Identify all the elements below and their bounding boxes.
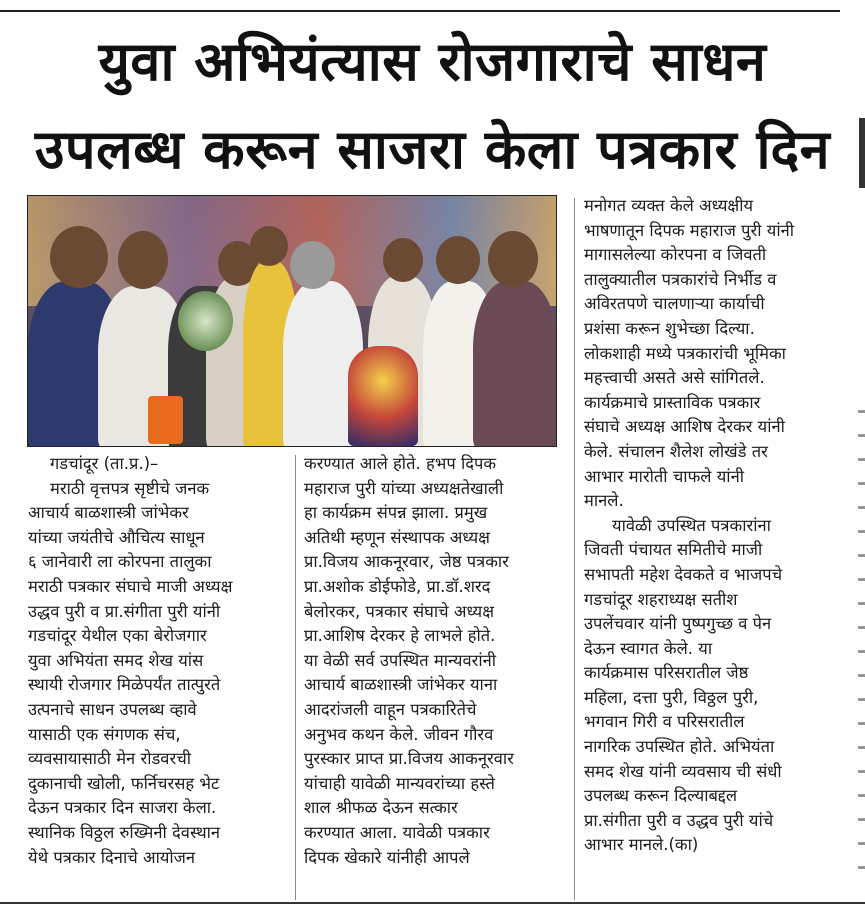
body-line: हा कार्यक्रम संपन्न झाला. प्रमुख bbox=[304, 503, 488, 523]
body-line: उत्पनाचे साधन उपलब्ध व्हावे bbox=[28, 699, 197, 719]
headline-line-1: युवा अभियंत्यास रोजगाराचे साधन bbox=[98, 30, 767, 93]
body-line: अविरतपणे चालणाऱ्या कार्याची bbox=[584, 294, 765, 314]
body-line: प्रा.संगीता पुरी व उद्धव पुरी यांचे bbox=[584, 810, 774, 830]
adjacent-article-edge bbox=[859, 118, 865, 188]
article-column-2 bbox=[304, 452, 566, 870]
body-line: देऊन स्वागत केले. या bbox=[584, 638, 713, 658]
body-line: देऊन पत्रकार दिन साजरा केला. bbox=[28, 798, 217, 818]
article-column-3 bbox=[584, 194, 856, 858]
body-line: सभापती महेश देवकते व भाजपचे bbox=[584, 564, 783, 584]
body-line: आचार्य बाळशास्त्री जांभेकर याना bbox=[304, 675, 498, 695]
photo-person-head bbox=[50, 226, 108, 288]
body-line: उद्धव पुरी व प्रा.संगीता पुरी यांनी bbox=[28, 601, 221, 621]
body-line: उपलेंचवार यांनी पुष्पगुच्छ व पेन bbox=[584, 614, 772, 634]
body-line: महाराज पुरी यांच्या अध्यक्षतेखाली bbox=[304, 478, 504, 498]
body-line: महत्त्वाची असते असे सांगितले. bbox=[584, 368, 765, 388]
body-line: नागरिक उपस्थित होते. अभियंता bbox=[584, 737, 775, 757]
body-line: समद शेख यांनी व्यवसाय ची संधी bbox=[584, 761, 782, 781]
body-line: यांच्या जयंतीचे औचित्य साधून bbox=[28, 527, 205, 547]
body-line: प्रा.अशोक डोईफोडे, प्रा.डॉ.शरद bbox=[304, 576, 491, 596]
body-line: भाषणातून दिपक महाराज पुरी यांनी bbox=[584, 220, 795, 240]
body-line: आचार्य बाळशास्त्री जांभेकर bbox=[28, 503, 189, 523]
photo-person bbox=[473, 281, 557, 447]
body-line: आभार मारोती चाफले यांनी bbox=[584, 466, 744, 486]
body-line: महिला, दत्ता पुरी, विठ्ठल पुरी, bbox=[584, 687, 759, 707]
body-line: मानले. bbox=[584, 491, 624, 511]
body-line: युवा अभियंता समद शेख यांस bbox=[28, 650, 204, 670]
body-line: मनोगत व्यक्त केले अध्यक्षीय bbox=[584, 196, 754, 215]
photo-person-head bbox=[290, 241, 335, 289]
dateline: गडचांदूर (ता.प्र.)– bbox=[50, 454, 159, 473]
body-line: व्यवसायासाठी मेन रोडवरची bbox=[28, 749, 191, 769]
body-line: संघाचे अध्यक्ष आशिष देरकर यांनी bbox=[584, 417, 785, 437]
body-line: मराठी पत्रकार संघाचे माजी अध्यक्ष bbox=[28, 576, 233, 596]
body-line: दिपक खेकारे यांनीही आपले bbox=[304, 847, 470, 867]
body-line: कार्यक्रमाचे प्रास्ताविक पत्रकार bbox=[584, 392, 761, 412]
body-line: गडचांदूर येथील एका बेरोजगार bbox=[28, 626, 207, 646]
body-line: यांचाही यावेळी मान्यवरांच्या हस्ते bbox=[304, 773, 495, 793]
body-line: उपलब्ध करून दिल्याबद्दल bbox=[584, 786, 738, 806]
body-line: पुरस्कार प्राप्त प्रा.विजय आकनूरवार bbox=[304, 749, 514, 769]
column-divider bbox=[295, 455, 296, 900]
body-line: केले. संचालन शैलेश लोखंडे तर bbox=[584, 441, 768, 461]
event-photo bbox=[27, 195, 557, 447]
body-line: प्रशंसा करून शुभेच्छा दिल्या. bbox=[584, 318, 755, 338]
adjacent-column-edge bbox=[858, 410, 865, 890]
body-line: अतिथी म्हणून संस्थापक अध्यक्ष bbox=[304, 527, 490, 547]
body-line: यासाठी एक संगणक संच, bbox=[28, 724, 181, 744]
body-line: येथे पत्रकार दिनाचे आयोजन bbox=[28, 847, 196, 867]
top-divider-rule bbox=[0, 10, 840, 12]
body-line: मराठी वृत्तपत्र सृष्टीचे जनक bbox=[50, 478, 210, 498]
photo-person-head bbox=[488, 231, 538, 287]
body-line: या वेळी सर्व उपस्थित मान्यवरांनी bbox=[304, 650, 497, 670]
body-line: दुकानाची खोली, फर्निचरसह भेट bbox=[28, 773, 220, 793]
body-line: कार्यक्रमास परिसरातील जेष्ठ bbox=[584, 663, 749, 683]
body-line: स्थायी रोजगार मिळेपर्यंत तात्पुरते bbox=[28, 675, 221, 695]
body-line: भगवान गिरी व परिसरातील bbox=[584, 712, 745, 732]
photo-person-head bbox=[118, 231, 168, 289]
orange-bag bbox=[148, 396, 183, 444]
cropped-previous-article-strip bbox=[0, 0, 865, 4]
body-line: शाल श्रीफळ देऊन सत्कार bbox=[304, 798, 458, 818]
article-column-1 bbox=[28, 452, 290, 870]
photo-person-head bbox=[250, 226, 288, 266]
bottom-divider-rule bbox=[0, 902, 865, 904]
shrine-idol bbox=[348, 346, 418, 446]
body-line: आभार मानले.(का) bbox=[584, 835, 699, 855]
photo-person-head bbox=[383, 238, 423, 282]
body-line: करण्यात आले होते. हभप दिपक bbox=[304, 454, 497, 473]
body-line: जिवती पंचायत समितीचे माजी bbox=[584, 540, 763, 560]
bouquet bbox=[178, 291, 233, 351]
body-line: गडचांदूर शहराध्यक्ष सतीश bbox=[584, 589, 738, 609]
body-line: प्रा.विजय आकनूरवार, जेष्ठ पत्रकार bbox=[304, 552, 509, 572]
body-line: ६ जानेवारी ला कोरपना तालुका bbox=[28, 552, 212, 572]
photo-person-head bbox=[436, 236, 480, 284]
body-line: लोकशाही मध्ये पत्रकारांची भूमिका bbox=[584, 343, 786, 363]
column-divider bbox=[574, 198, 575, 900]
body-line: स्थानिक विठ्ठल रुख्मिनी देवस्थान bbox=[28, 822, 221, 842]
body-line: प्रा.आशिष देरकर हे लाभले होते. bbox=[304, 626, 496, 646]
body-line: करण्यात आला. यावेळी पत्रकार bbox=[304, 822, 490, 842]
headline-line-2: उपलब्ध करून साजरा केला पत्रकार दिन bbox=[34, 118, 831, 181]
body-line: बेलोरकर, पत्रकार संघाचे अध्यक्ष bbox=[304, 601, 495, 621]
body-line: अनुभव कथन केले. जीवन गौरव bbox=[304, 724, 494, 744]
body-line: मागासलेल्या कोरपना व जिवती bbox=[584, 245, 767, 265]
body-line: तालुक्यातील पत्रकारांचे निर्भीड व bbox=[584, 269, 777, 289]
body-line: यावेळी उपस्थित पत्रकारांना bbox=[612, 515, 771, 535]
body-line: आदरांजली वाहून पत्रकारितेचे bbox=[304, 699, 477, 719]
